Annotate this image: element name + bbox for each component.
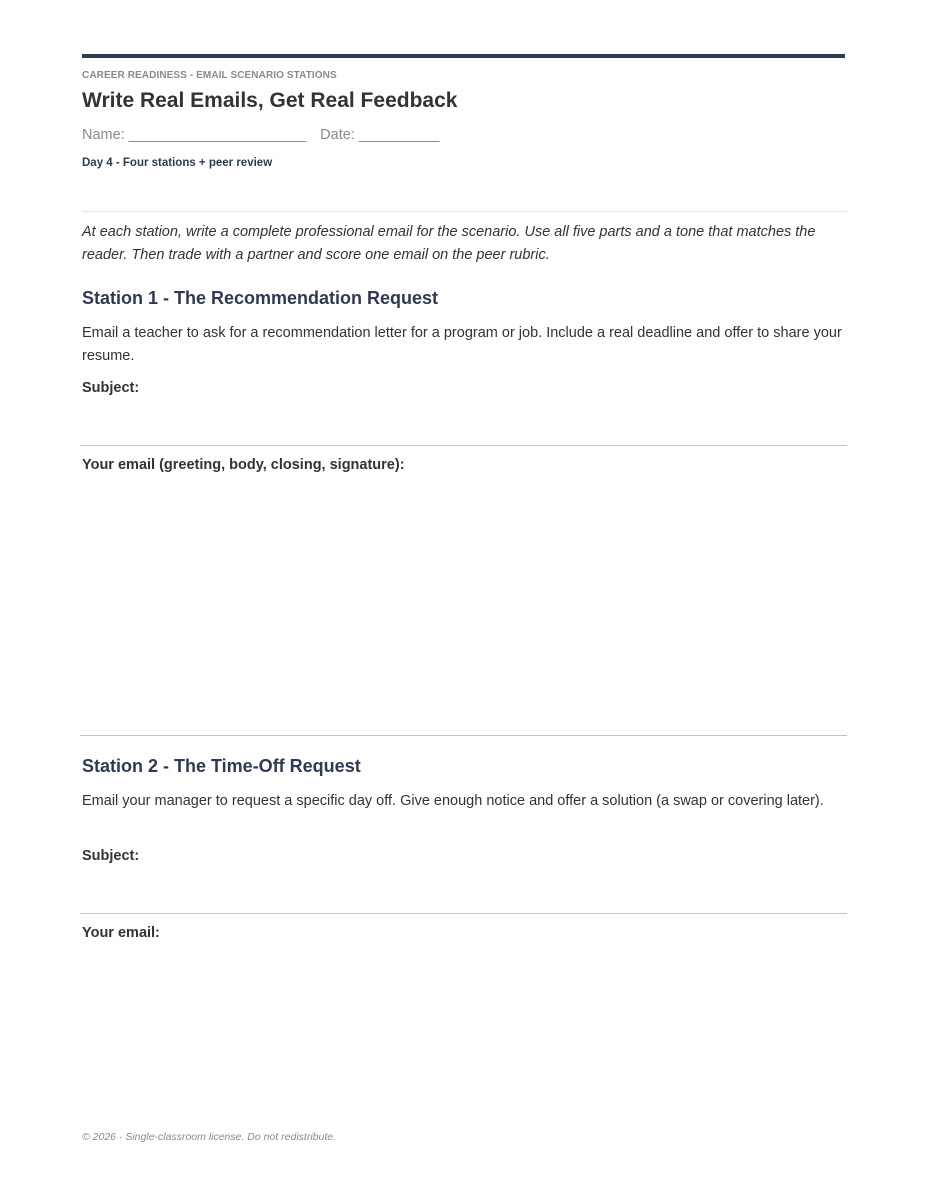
station-1-subject-label: Subject: <box>82 380 140 396</box>
instructions-text: At each station, write a complete professional email for the scenario. Use all five parts and a tone that matches the reader. Then trade with a partner and score one email on the peer rubric. <box>82 224 816 263</box>
name-field-label: Name: ______________________ <box>82 127 307 143</box>
station-1-title: Station 1 - The Recommendation Request <box>82 288 439 308</box>
station-2-email-label: Your email: <box>82 925 160 941</box>
license-footer: © 2026 · Single-classroom license. Do not redistribute. <box>82 1131 337 1143</box>
station-1-email-area-rule <box>80 735 847 736</box>
station-2-title: Station 2 - The Time-Off Request <box>82 756 361 776</box>
station-2-subject-label: Subject: <box>82 848 140 864</box>
day-subtitle: Day 4 - Four stations + peer review <box>82 157 273 169</box>
worksheet-page <box>82 0 847 1200</box>
date-field-label: Date: __________ <box>320 127 440 143</box>
page-title: Write Real Emails, Get Real Feedback <box>82 89 458 112</box>
station-1-subject-line <box>80 445 847 446</box>
top-accent-rule <box>82 54 845 58</box>
station-1-description: Email a teacher to ask for a recommendation letter for a program or job. Include a real deadline and offer to share your resume. <box>82 325 842 364</box>
header-divider <box>82 211 847 212</box>
station-1-email-label: Your email (greeting, body, closing, signature): <box>82 457 405 473</box>
station-2-description: Email your manager to request a specific day off. Give enough notice and offer a solution (a swap or covering later). <box>82 793 824 809</box>
name-date-line <box>82 127 439 143</box>
course-eyebrow: CAREER READINESS - EMAIL SCENARIO STATIONS <box>82 70 337 81</box>
station-2-subject-line <box>80 913 847 914</box>
